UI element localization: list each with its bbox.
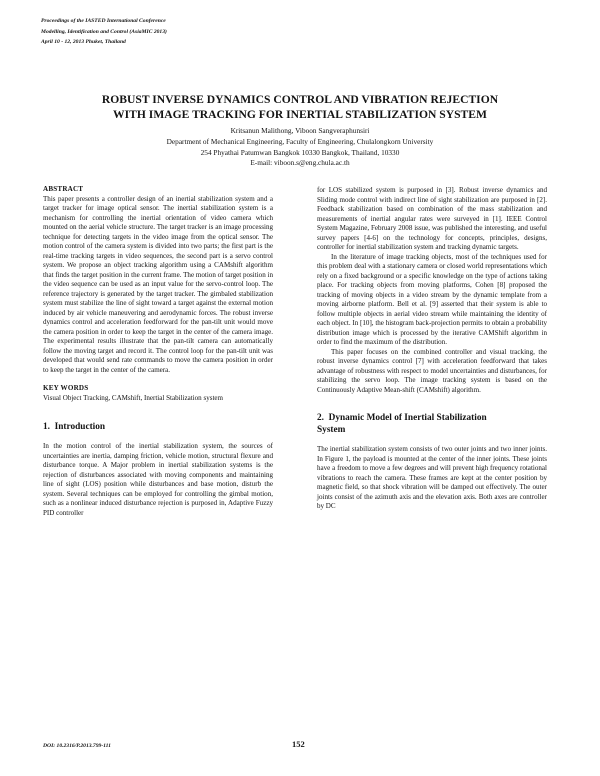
intro-paragraph-tracking: In the literature of image tracking objects, most of the techniques used for this problem deal with a stationary camera or closed world representations which rely on a fixed background or a specific knowledge on the type of actions taking place. For tracking objects from moving platforms, Cohen [8] proposed the tracking of moving objects in a video stream by the dynamic template from a moving airborne platform. Bell et al. [9] asserted that their system is able to follow multiple objects in aerial video stream while maintaining the identity of each object. In [10], the histogram back-projection permits to obtain a probability distribution image which is processed by the iterative CAMShift algorithm in order to find the maximum of the distribution. [317, 252, 547, 347]
section-2-heading-line-1: 2. Dynamic Model of Inertial Stabilization [317, 413, 487, 424]
paper-title [40, 92, 560, 122]
keywords-heading: KEY WORDS [43, 384, 89, 393]
author-address: 254 Phyathai Patumwan Bangkok 10330 Bangkok, Thailand, 10330 [200, 147, 400, 157]
right-column [317, 186, 547, 512]
conference-header [41, 16, 167, 48]
header-line-2: Modelling, Identification and Control (AsiaMIC 2013) [41, 28, 167, 35]
header-line-3: April 10 - 12, 2013 Phuket, Thailand [41, 39, 126, 45]
section-1-text: In the motion control of the inertial stabilization system, the sources of uncertainties are inertia, damping friction, vehicle motion, structural flexure and disturbance torque. A Major problem in inertial stabilization systems is the rejection of disturbances associated with moving components and maintaining line of sight (LOS) position while disturbances and base motion, disturb the system. Several techniques can be employed for controlling the gimbal motion, such as a nonlinear induced disturbance rejection is purposed in, Adaptive Fuzzy PID controller [43, 442, 273, 517]
title-line-1: ROBUST INVERSE DYNAMICS CONTROL AND VIBRATION REJECTION [101, 93, 499, 106]
keywords-text: Visual Object Tracking, CAMshift, Inertial Stabilization system [43, 393, 224, 402]
section-2-heading [317, 412, 547, 436]
author-email: E-mail: viboon.s@eng.chula.ac.th [250, 158, 350, 168]
header-line-1: Proceedings of the IASTED International Conference [41, 18, 166, 24]
page-number: 152 [292, 739, 305, 749]
section-2-text: The inertial stabilization system consists of two outer joints and two inner joints. In Figure 1, the payload is mounted at the center of the inner joints. These joints have a freedom to move a few degrees and will prevent high frequency rotational vibrations to reach the camera. These frames are kept at the center position by magnetic field, so that shock vibration will be damped out effectively. The outer joints consist of the azimuth axis and the elevation axis. Both axes are controller by DC [317, 445, 547, 511]
author-block [40, 126, 560, 169]
section-1-heading: 1. Introduction [43, 422, 106, 433]
intro-paragraph-focus: This paper focuses on the combined controller and visual tracking, the robust inverse dynamics control [7] with acceleration feedforward that takes advantage of robustness with respect to model uncertainties and disturbances, for stabilizing the servo loop. The image tracking system is based on the Continuously Adaptive Mean-shift (CAMshift) algorithm. [317, 347, 547, 394]
author-names: Kritsanun Malithong, Viboon Sangveraphunsiri [230, 126, 370, 135]
abstract-text: This paper presents a controller design of an inertial stabilization system and a target tracker for image optical sensor. The inertial stabilization system is a mechanism for controlling the inertial orientation of video camera which mounted on the aerial vehicle structure. The target tracker is an image processing technique for detecting targets in the video image from the optical sensor. The motion control of the camera system is divided into two parts; the first part is the real-time tracking targets in video sequences, the second part is a servo control system. We propose an object tracking algorithm using a CAMshift algorithm that finds the target position in the current frame. The motion of target position in the video sequence can be used as an input value for the servo-control loop. The reference trajectory is generated by the target tracker. The gimbaled stabilization system must stabilize the line of sight toward a target against the external motion induced by air vehicle maneuvering and aerodynamic forces. The robust inverse dynamics control and acceleration feedforward for the pan-tilt unit would move the camera position in order to keep the target in the center of the camera image. The experimental results illustrate that the pan-tilt camera can automatically follow the moving target and record it. The control loop for the pan-tilt unit was developed that would send rate commands to move the camera position in order to keep the target in the center of the camera. [43, 194, 273, 374]
doi: DOI: 10.2316/P.2013.799-111 [43, 743, 111, 749]
left-column [43, 185, 273, 518]
author-department: Department of Mechanical Engineering, Faculty of Engineering, Chulalongkorn University [166, 136, 434, 146]
abstract-heading: ABSTRACT [43, 185, 84, 193]
intro-paragraph-continued: for LOS stabilized system is purposed in [3]. Robust inverse dynamics and Sliding mode control with indirect line of sight stabilization are purposed in [2]. Feedback stabilization based on combination of the mass stabilization and measurements of inertial angular rates were surveyed in [1]. IEEE Control System Magazine, February 2008 issue, was published the interesting, and useful survey papers [4-6] on the technology for concepts, principles, designs, controller for inertial stabilization system and tracking dynamic targets. [317, 186, 547, 252]
title-line-2: WITH IMAGE TRACKING FOR INERTIAL STABILIZATION SYSTEM [113, 108, 487, 121]
section-2-heading-line-2: System [317, 425, 346, 436]
